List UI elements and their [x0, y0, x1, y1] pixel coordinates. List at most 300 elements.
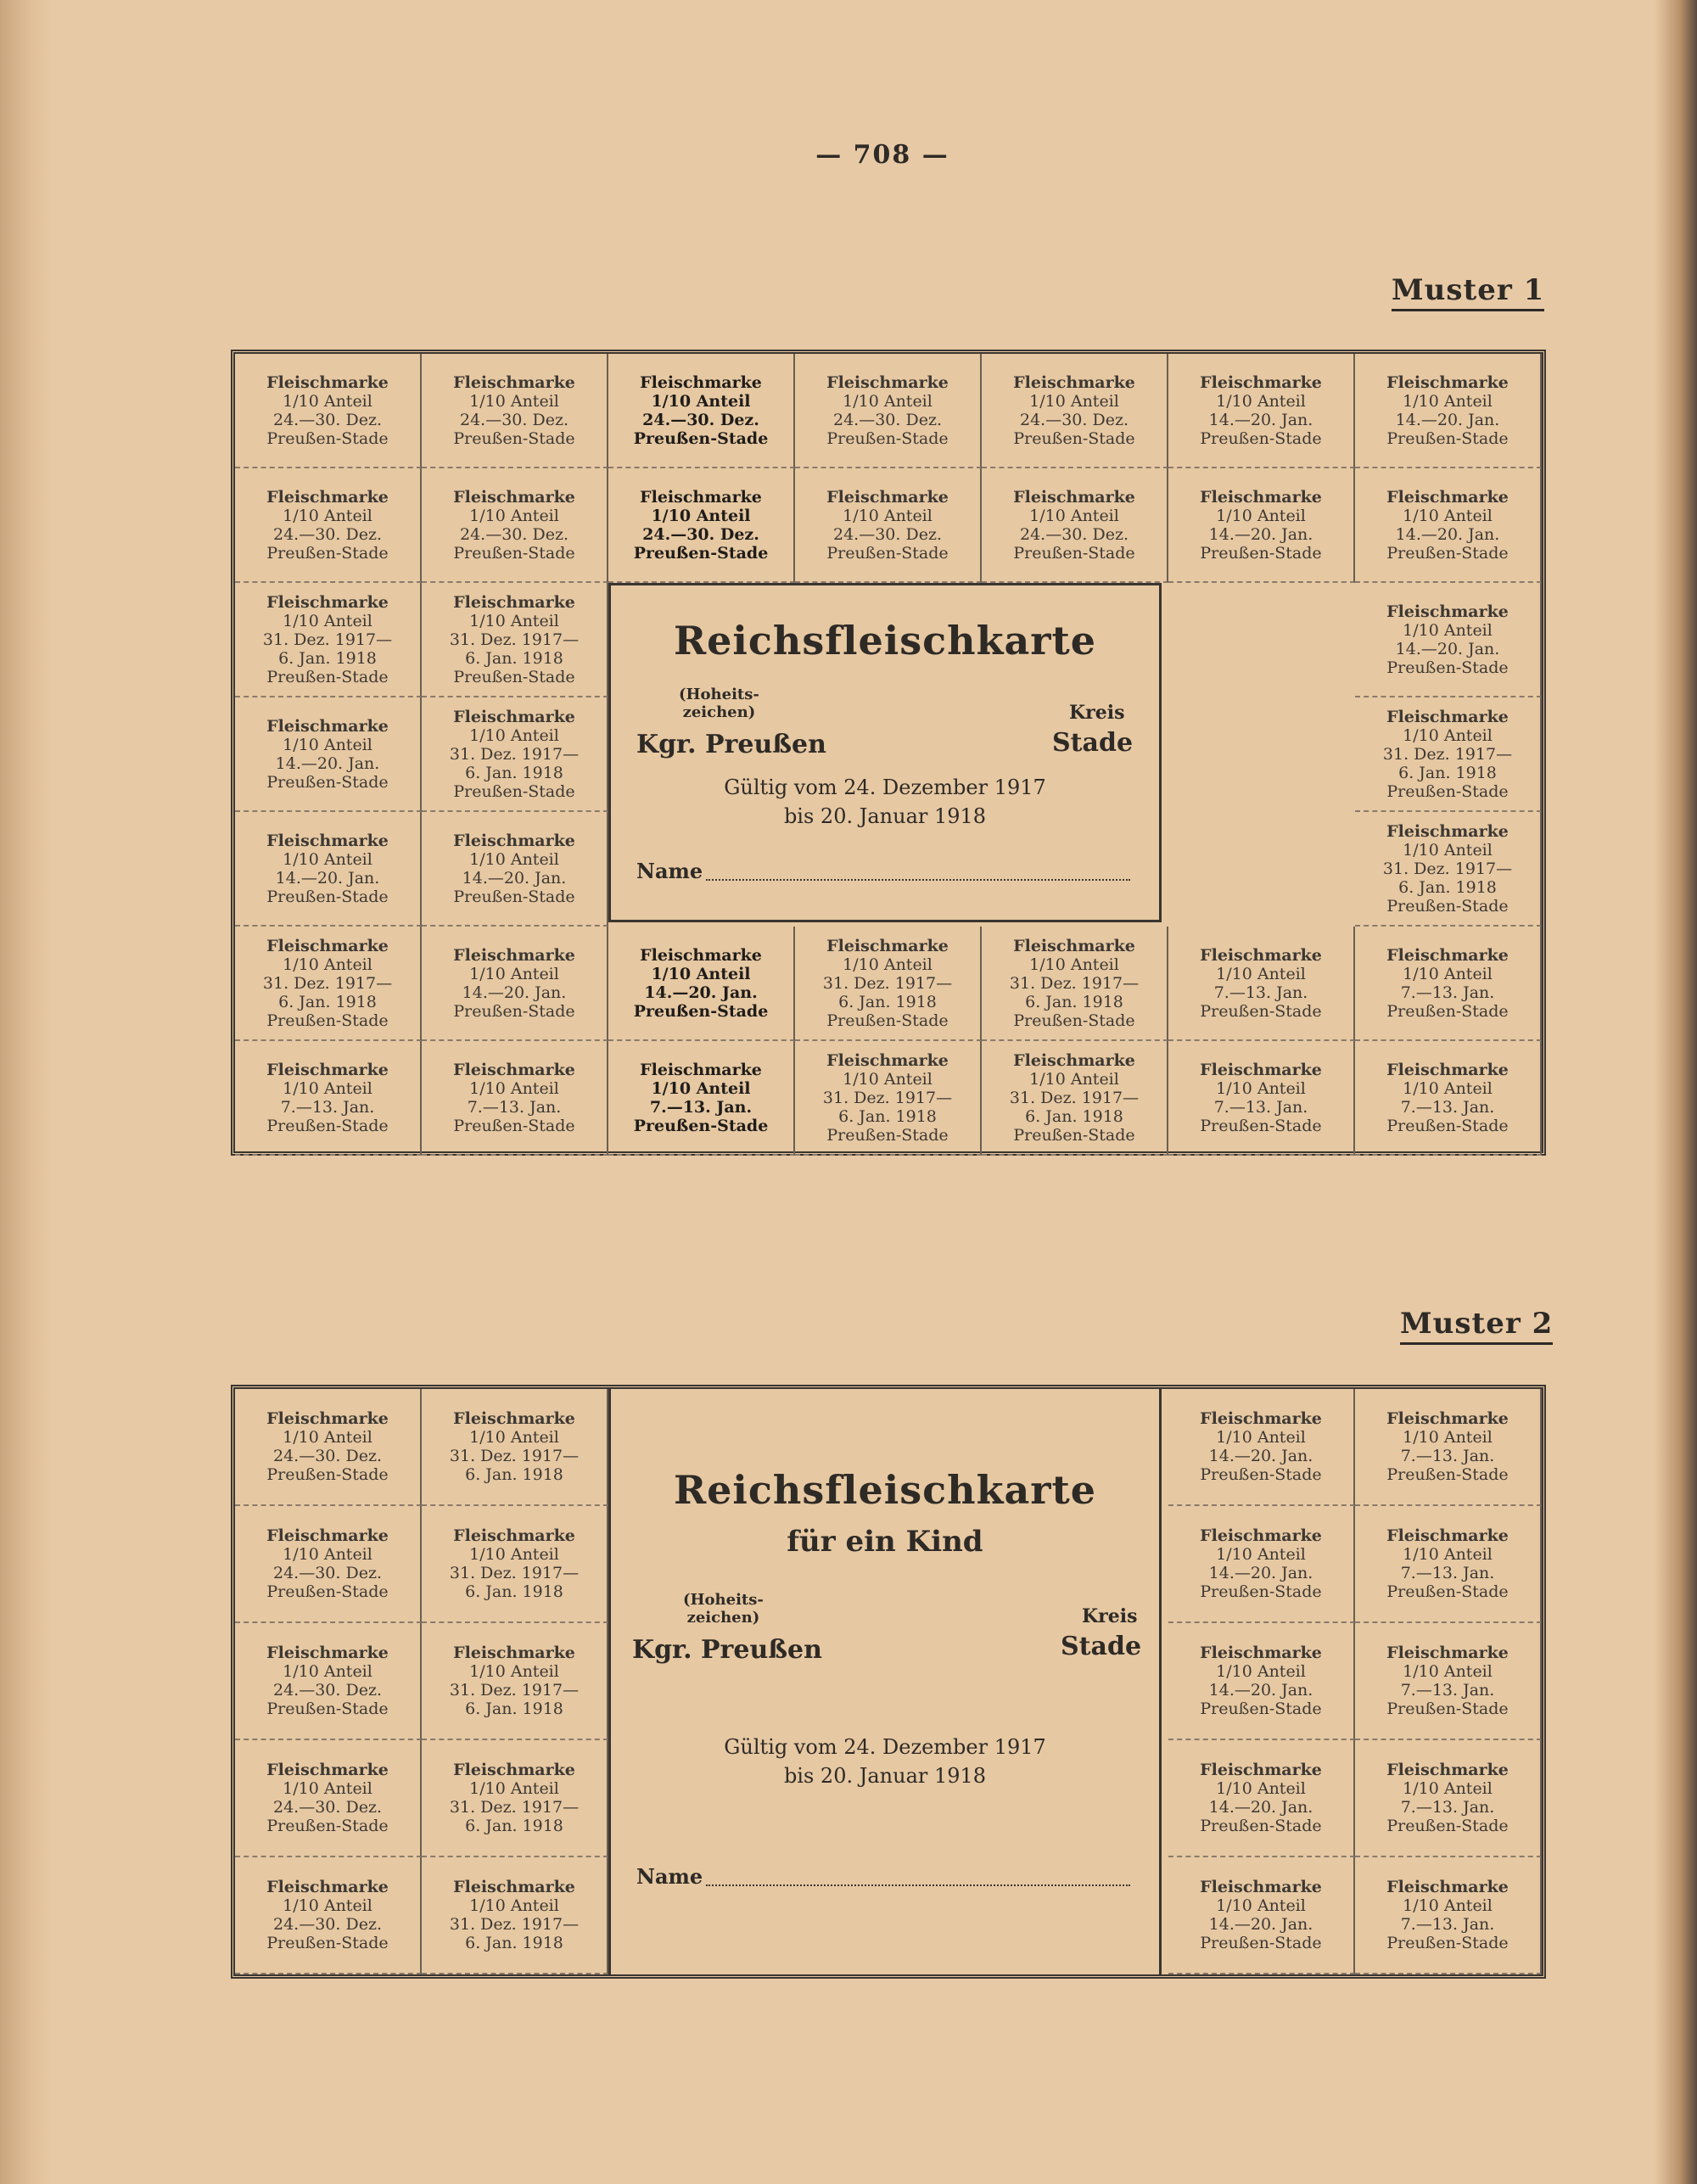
coupon-title: Fleischmarke	[1200, 1644, 1322, 1662]
coupon-line: 6. Jan. 1918	[465, 1700, 563, 1718]
coupon-line: 24.—30. Dez.	[1020, 410, 1129, 429]
coupon-line: 1/10 Anteil	[283, 849, 372, 869]
coupon-title: Fleischmarke	[1386, 1761, 1509, 1779]
coupon	[1355, 583, 1542, 697]
coupon-line: 24.—30. Dez.	[642, 410, 759, 429]
coupon-line: 1/10 Anteil	[651, 964, 751, 983]
name-line	[706, 879, 1130, 881]
coupon-line: 1/10 Anteil	[283, 611, 372, 630]
coupon-line: 6. Jan. 1918	[1025, 1106, 1123, 1126]
coupon-line: 1/10 Anteil	[651, 506, 751, 525]
coupon-line: 1/10 Anteil	[651, 1078, 751, 1098]
coupon-line: Preußen-Stade	[1386, 543, 1509, 563]
coupon-line: 24.—30. Dez.	[273, 410, 382, 429]
coupon-title: Fleischmarke	[1386, 1644, 1509, 1662]
coupon-line: Preußen-Stade	[266, 1011, 389, 1030]
coupon-line: 1/10 Anteil	[843, 506, 933, 525]
coupon-line: 6. Jan. 1918	[278, 648, 377, 668]
coupon-line: Preußen-Stade	[266, 772, 389, 792]
coupon-line: 1/10 Anteil	[469, 1545, 559, 1564]
coupon-title: Fleischmarke	[640, 1060, 762, 1079]
coupon-line: 1/10 Anteil	[469, 1896, 559, 1915]
coupon-line: Preußen-Stade	[453, 428, 575, 448]
coupon-line: 1/10 Anteil	[469, 964, 559, 983]
coupon-title: Fleischmarke	[640, 372, 762, 392]
kreis-name: Stade	[1061, 1632, 1142, 1661]
coupon	[235, 1506, 422, 1623]
card-subtitle: für ein Kind	[787, 1525, 983, 1559]
coupon-line: 7.—13. Jan.	[1213, 983, 1308, 1002]
coupon-line: 1/10 Anteil	[283, 1428, 372, 1447]
coupon-title: Fleischmarke	[266, 716, 389, 736]
coupon-line: Preußen-Stade	[1200, 428, 1322, 448]
coupon-line: 14.—20. Jan.	[1208, 410, 1313, 429]
coupon	[1355, 812, 1542, 927]
coupon-line: 7.—13. Jan.	[1400, 1798, 1495, 1817]
coupon-line: 1/10 Anteil	[843, 955, 933, 974]
coupon-title: Fleischmarke	[453, 372, 575, 392]
coupon-line: 1/10 Anteil	[469, 1428, 559, 1447]
coupon-line: Preußen-Stade	[826, 543, 949, 563]
coupon-line: 14.—20. Jan.	[1208, 1447, 1313, 1465]
coupon-line: 14.—20. Jan.	[462, 868, 567, 888]
coupon	[1355, 1740, 1542, 1857]
coupon-title: Fleischmarke	[453, 1526, 575, 1545]
muster-2-center-panel	[608, 1389, 1162, 1974]
coupon	[422, 354, 608, 468]
coupon-line: Preußen-Stade	[266, 1817, 389, 1835]
coupon	[422, 1623, 608, 1740]
coupon-line: 1/10 Anteil	[1029, 391, 1119, 411]
coupon	[422, 927, 608, 1041]
coupon-title: Fleischmarke	[1013, 372, 1135, 392]
hoheitszeichen-label: (Hoheits- zeichen)	[683, 1591, 764, 1627]
coupon	[1355, 927, 1542, 1041]
coupon-line: Preußen-Stade	[453, 543, 575, 563]
coupon-line: 31. Dez. 1917—	[449, 630, 580, 649]
coupon	[1168, 1506, 1355, 1623]
coupon-line: 7.—13. Jan.	[1400, 983, 1495, 1002]
coupon-line: 24.—30. Dez.	[460, 524, 568, 544]
coupon	[235, 1389, 422, 1506]
coupon	[1355, 1389, 1542, 1506]
coupon-line: 31. Dez. 1917—	[449, 1447, 580, 1465]
coupon	[1355, 354, 1542, 468]
coupon-line: 7.—13. Jan.	[1400, 1681, 1495, 1700]
coupon-line: 1/10 Anteil	[283, 1662, 372, 1681]
coupon-line: 14.—20. Jan.	[1208, 1798, 1313, 1817]
coupon-line: 1/10 Anteil	[1216, 1545, 1306, 1564]
coupon	[1355, 1041, 1542, 1156]
coupon-line: 1/10 Anteil	[283, 1896, 372, 1915]
coupon-title: Fleischmarke	[266, 1409, 389, 1428]
coupon-line: 7.—13. Jan.	[1400, 1915, 1495, 1934]
validity-line-2: bis 20. Januar 1918	[783, 1764, 987, 1788]
coupon-line: 24.—30. Dez.	[642, 524, 759, 544]
coupon	[982, 1041, 1168, 1156]
coupon-title: Fleischmarke	[266, 1761, 389, 1779]
coupon-title: Fleischmarke	[453, 1060, 575, 1079]
state-label: Kgr. Preußen	[636, 730, 826, 759]
coupon-line: Preußen-Stade	[1386, 1582, 1509, 1601]
coupon-line: 1/10 Anteil	[283, 1779, 372, 1798]
coupon-line: Preußen-Stade	[633, 1001, 769, 1021]
coupon-title: Fleischmarke	[453, 831, 575, 850]
coupon	[982, 927, 1168, 1041]
coupon-line: 14.—20. Jan.	[275, 868, 380, 888]
coupon-line: 1/10 Anteil	[283, 391, 372, 411]
coupon-line: 1/10 Anteil	[469, 611, 559, 630]
coupon	[795, 1041, 982, 1156]
coupon-line: 7.—13. Jan.	[649, 1097, 753, 1117]
coupon-line: 1/10 Anteil	[283, 1545, 372, 1564]
hoheitszeichen-label: (Hoheits- zeichen)	[679, 686, 759, 721]
coupon-title: Fleischmarke	[266, 592, 389, 612]
coupon-line: 7.—13. Jan.	[1400, 1447, 1495, 1465]
coupon-line: 14.—20. Jan.	[1208, 524, 1313, 544]
coupon	[608, 468, 795, 583]
coupon-line: 31. Dez. 1917—	[822, 973, 953, 993]
coupon-line: 6. Jan. 1918	[465, 763, 563, 782]
coupon-line: Preußen-Stade	[1386, 658, 1509, 677]
coupon-line: Preußen-Stade	[266, 1934, 389, 1952]
coupon-line: 24.—30. Dez.	[273, 1447, 382, 1465]
coupon-line: 1/10 Anteil	[1403, 1779, 1493, 1798]
coupon-line: 1/10 Anteil	[1403, 840, 1493, 860]
coupon-line: 24.—30. Dez.	[273, 1798, 382, 1817]
coupon	[235, 1623, 422, 1740]
coupon-line: 6. Jan. 1918	[1025, 992, 1123, 1011]
coupon-line: 24.—30. Dez.	[833, 410, 942, 429]
coupon-line: 24.—30. Dez.	[273, 1681, 382, 1700]
coupon-line: Preußen-Stade	[1013, 1011, 1135, 1030]
coupon-title: Fleischmarke	[453, 592, 575, 612]
coupon-line: Preußen-Stade	[1200, 1700, 1322, 1718]
coupon-line: 1/10 Anteil	[1216, 964, 1306, 983]
coupon-title: Fleischmarke	[1200, 1526, 1322, 1545]
coupon-line: 31. Dez. 1917—	[1009, 1088, 1140, 1107]
coupon	[1168, 468, 1355, 583]
coupon-line: 1/10 Anteil	[469, 506, 559, 525]
coupon	[235, 354, 422, 468]
state-label: Kgr. Preußen	[632, 1635, 822, 1665]
coupon	[1355, 1857, 1542, 1974]
coupon-line: 1/10 Anteil	[1403, 1078, 1493, 1098]
coupon-line: 31. Dez. 1917—	[262, 630, 393, 649]
name-line	[706, 1884, 1130, 1886]
kreis-label: Kreis	[1082, 1605, 1138, 1627]
muster-1-card	[231, 350, 1546, 1156]
coupon-line: Preußen-Stade	[1200, 1116, 1322, 1135]
coupon-line: 1/10 Anteil	[469, 1662, 559, 1681]
coupon-title: Fleischmarke	[1386, 602, 1509, 621]
validity-line-1: Gültig vom 24. Dezember 1917	[724, 776, 1046, 799]
coupon-line: 1/10 Anteil	[1403, 391, 1493, 411]
coupon-line: Preußen-Stade	[453, 1001, 575, 1021]
coupon	[608, 927, 795, 1041]
coupon-line: 1/10 Anteil	[1216, 1078, 1306, 1098]
coupon-line: 31. Dez. 1917—	[262, 973, 393, 993]
coupon-title: Fleischmarke	[453, 707, 575, 726]
coupon	[982, 468, 1168, 583]
coupon-title: Fleischmarke	[640, 945, 762, 965]
coupon-line: 31. Dez. 1917—	[449, 1681, 580, 1700]
coupon	[1355, 1506, 1542, 1623]
coupon-title: Fleischmarke	[453, 1644, 575, 1662]
coupon-line: 1/10 Anteil	[1216, 1428, 1306, 1447]
name-label: Name	[636, 1864, 703, 1889]
coupon-title: Fleischmarke	[266, 936, 389, 955]
coupon-line: Preußen-Stade	[266, 1116, 389, 1135]
coupon-line: Preußen-Stade	[266, 1700, 389, 1718]
coupon	[1355, 468, 1542, 583]
coupon-line: 31. Dez. 1917—	[449, 1564, 580, 1582]
coupon	[1355, 697, 1542, 812]
coupon-line: 14.—20. Jan.	[1395, 639, 1500, 658]
coupon	[1168, 1740, 1355, 1857]
coupon-line: 1/10 Anteil	[469, 725, 559, 745]
coupon-line: 1/10 Anteil	[1403, 1896, 1493, 1915]
coupon-title: Fleischmarke	[266, 487, 389, 507]
coupon-title: Fleischmarke	[1386, 487, 1509, 507]
coupon	[1168, 1857, 1355, 1974]
coupon-line: 6. Jan. 1918	[465, 1582, 563, 1601]
coupon-line: Preußen-Stade	[1013, 1125, 1135, 1145]
coupon-line: 14.—20. Jan.	[275, 753, 380, 773]
coupon-line: 1/10 Anteil	[1029, 1069, 1119, 1089]
muster-1-label: Muster 1	[1392, 273, 1544, 311]
coupon-title: Fleischmarke	[1200, 1878, 1322, 1896]
coupon-line: 14.—20. Jan.	[1395, 524, 1500, 544]
coupon-line: 6. Jan. 1918	[1398, 877, 1497, 897]
coupon-title: Fleischmarke	[1386, 1878, 1509, 1896]
coupon-title: Fleischmarke	[1386, 1409, 1509, 1428]
kreis-name: Stade	[1052, 728, 1134, 758]
coupon-line: 24.—30. Dez.	[273, 1564, 382, 1582]
coupon-line: Preußen-Stade	[1386, 1116, 1509, 1135]
coupon-title: Fleischmarke	[1386, 1526, 1509, 1545]
name-label: Name	[636, 859, 703, 883]
coupon	[235, 927, 422, 1041]
coupon	[235, 697, 422, 812]
coupon-line: Preußen-Stade	[1386, 1700, 1509, 1718]
validity-line-1: Gültig vom 24. Dezember 1917	[724, 1735, 1046, 1759]
coupon-title: Fleischmarke	[266, 831, 389, 850]
page-number: — 708 —	[815, 140, 949, 170]
coupon	[422, 1041, 608, 1156]
coupon-line: Preußen-Stade	[826, 428, 949, 448]
coupon-title: Fleischmarke	[1013, 1050, 1135, 1070]
coupon-line: 6. Jan. 1918	[838, 1106, 937, 1126]
coupon	[235, 1740, 422, 1857]
coupon-line: Preußen-Stade	[453, 667, 575, 686]
coupon-line: Preußen-Stade	[826, 1125, 949, 1145]
coupon-line: 1/10 Anteil	[1029, 506, 1119, 525]
coupon-line: 1/10 Anteil	[1216, 1779, 1306, 1798]
coupon	[235, 1041, 422, 1156]
coupon-line: 1/10 Anteil	[651, 391, 751, 411]
coupon-line: 24.—30. Dez.	[1020, 524, 1129, 544]
coupon	[1355, 1623, 1542, 1740]
coupon-line: Preußen-Stade	[453, 1116, 575, 1135]
coupon-line: 31. Dez. 1917—	[449, 744, 580, 764]
coupon-title: Fleischmarke	[826, 1050, 949, 1070]
coupon	[422, 468, 608, 583]
coupon-line: Preußen-Stade	[1200, 1934, 1322, 1952]
coupon	[422, 1506, 608, 1623]
coupon-title: Fleischmarke	[266, 1878, 389, 1896]
coupon-line: 6. Jan. 1918	[1398, 763, 1497, 782]
card-title: Reichsfleischkarte	[673, 618, 1097, 664]
coupon-line: Preußen-Stade	[1386, 428, 1509, 448]
coupon	[235, 1857, 422, 1974]
coupon-line: Preußen-Stade	[1386, 1465, 1509, 1484]
coupon-line: Preußen-Stade	[1386, 896, 1509, 916]
coupon	[1168, 1041, 1355, 1156]
coupon	[422, 697, 608, 812]
coupon-line: 1/10 Anteil	[469, 1078, 559, 1098]
coupon	[608, 1041, 795, 1156]
coupon	[1168, 354, 1355, 468]
coupon-line: 1/10 Anteil	[1029, 955, 1119, 974]
coupon-title: Fleischmarke	[266, 372, 389, 392]
coupon-line: Preußen-Stade	[266, 1582, 389, 1601]
coupon-line: 14.—20. Jan.	[644, 983, 758, 1002]
coupon-line: Preußen-Stade	[633, 428, 769, 448]
coupon-line: 31. Dez. 1917—	[449, 1798, 580, 1817]
coupon-line: Preußen-Stade	[1386, 1934, 1509, 1952]
coupon-line: Preußen-Stade	[1386, 1817, 1509, 1835]
coupon-line: 1/10 Anteil	[1403, 964, 1493, 983]
validity-line-2: bis 20. Januar 1918	[783, 804, 987, 828]
coupon-line: Preußen-Stade	[266, 1465, 389, 1484]
coupon-line: 24.—30. Dez.	[833, 524, 942, 544]
coupon-line: 31. Dez. 1917—	[449, 1915, 580, 1934]
coupon	[1168, 1623, 1355, 1740]
coupon-line: 31. Dez. 1917—	[1382, 859, 1513, 878]
coupon-line: Preußen-Stade	[266, 428, 389, 448]
coupon-line: 24.—30. Dez.	[273, 524, 382, 544]
coupon-line: 1/10 Anteil	[469, 391, 559, 411]
coupon-line: Preußen-Stade	[1013, 428, 1135, 448]
coupon	[608, 354, 795, 468]
coupon-line: 24.—30. Dez.	[273, 1915, 382, 1934]
coupon-title: Fleischmarke	[266, 1644, 389, 1662]
coupon-line: 1/10 Anteil	[469, 849, 559, 869]
coupon-title: Fleischmarke	[453, 1409, 575, 1428]
coupon-line: Preußen-Stade	[633, 1116, 769, 1135]
muster-2-card	[231, 1385, 1546, 1979]
coupon-title: Fleischmarke	[826, 936, 949, 955]
coupon-line: 14.—20. Jan.	[462, 983, 567, 1002]
coupon-line: 1/10 Anteil	[1216, 506, 1306, 525]
coupon-line: 1/10 Anteil	[1216, 1662, 1306, 1681]
coupon-title: Fleischmarke	[453, 945, 575, 965]
coupon-title: Fleischmarke	[640, 487, 762, 507]
coupon-line: Preußen-Stade	[1200, 1001, 1322, 1021]
coupon-line: 1/10 Anteil	[1216, 391, 1306, 411]
page-edge-right	[1655, 0, 1697, 2184]
coupon-title: Fleischmarke	[266, 1060, 389, 1079]
coupon-line: 6. Jan. 1918	[465, 648, 563, 668]
coupon-title: Fleischmarke	[1013, 936, 1135, 955]
coupon-line: 7.—13. Jan.	[280, 1097, 375, 1117]
coupon-line: 24.—30. Dez.	[460, 410, 568, 429]
coupon-line: 1/10 Anteil	[1403, 506, 1493, 525]
coupon-title: Fleischmarke	[1386, 945, 1509, 965]
coupon-line: 1/10 Anteil	[469, 1779, 559, 1798]
coupon-line: 6. Jan. 1918	[465, 1934, 563, 1952]
coupon-line: Preußen-Stade	[266, 543, 389, 563]
coupon-line: Preußen-Stade	[453, 781, 575, 801]
coupon-line: Preußen-Stade	[1386, 1001, 1509, 1021]
coupon-line: 1/10 Anteil	[283, 506, 372, 525]
coupon-line: Preußen-Stade	[266, 667, 389, 686]
coupon-title: Fleischmarke	[453, 1878, 575, 1896]
coupon-line: 31. Dez. 1917—	[1382, 744, 1513, 764]
coupon-title: Fleischmarke	[1200, 1761, 1322, 1779]
coupon-line: 31. Dez. 1917—	[1009, 973, 1140, 993]
coupon	[235, 812, 422, 927]
coupon	[235, 468, 422, 583]
card-title: Reichsfleischkarte	[673, 1467, 1097, 1513]
coupon-line: 14.—20. Jan.	[1395, 410, 1500, 429]
coupon	[422, 1740, 608, 1857]
coupon-title: Fleischmarke	[826, 487, 949, 507]
coupon-line: 1/10 Anteil	[1403, 725, 1493, 745]
coupon-line: Preußen-Stade	[1200, 543, 1322, 563]
coupon-line: 6. Jan. 1918	[465, 1817, 563, 1835]
coupon	[795, 927, 982, 1041]
coupon-title: Fleischmarke	[1386, 707, 1509, 726]
coupon-line: Preußen-Stade	[453, 887, 575, 906]
coupon-line: 6. Jan. 1918	[838, 992, 937, 1011]
coupon-line: 7.—13. Jan.	[1213, 1097, 1308, 1117]
coupon-line: 7.—13. Jan.	[467, 1097, 562, 1117]
coupon-line: Preußen-Stade	[1386, 781, 1509, 801]
coupon-line: 14.—20. Jan.	[1208, 1681, 1313, 1700]
coupon	[422, 1857, 608, 1974]
coupon-line: 1/10 Anteil	[1403, 1662, 1493, 1681]
coupon-line: 1/10 Anteil	[1403, 1428, 1493, 1447]
coupon	[235, 583, 422, 697]
coupon-title: Fleischmarke	[1386, 372, 1509, 392]
coupon-line: Preußen-Stade	[1200, 1817, 1322, 1835]
coupon-line: Preußen-Stade	[1200, 1465, 1322, 1484]
coupon-line: 1/10 Anteil	[843, 391, 933, 411]
coupon	[1168, 927, 1355, 1041]
coupon-line: Preußen-Stade	[266, 887, 389, 906]
kreis-label: Kreis	[1069, 702, 1125, 724]
coupon-line: 1/10 Anteil	[1216, 1896, 1306, 1915]
coupon-line: 1/10 Anteil	[1403, 1545, 1493, 1564]
coupon	[982, 354, 1168, 468]
coupon	[422, 1389, 608, 1506]
muster-2-label: Muster 2	[1400, 1307, 1553, 1345]
coupon-line: 7.—13. Jan.	[1400, 1564, 1495, 1582]
coupon-title: Fleischmarke	[1200, 1060, 1322, 1079]
coupon-title: Fleischmarke	[1386, 821, 1509, 841]
coupon-title: Fleischmarke	[1200, 372, 1322, 392]
coupon-line: 14.—20. Jan.	[1208, 1564, 1313, 1582]
coupon-line: 7.—13. Jan.	[1400, 1097, 1495, 1117]
coupon-line: Preußen-Stade	[633, 543, 769, 563]
muster-1-center-panel	[608, 583, 1162, 922]
coupon-line: 6. Jan. 1918	[278, 992, 377, 1011]
coupon	[1168, 1389, 1355, 1506]
coupon-line: Preußen-Stade	[826, 1011, 949, 1030]
coupon-line: Preußen-Stade	[1200, 1582, 1322, 1601]
